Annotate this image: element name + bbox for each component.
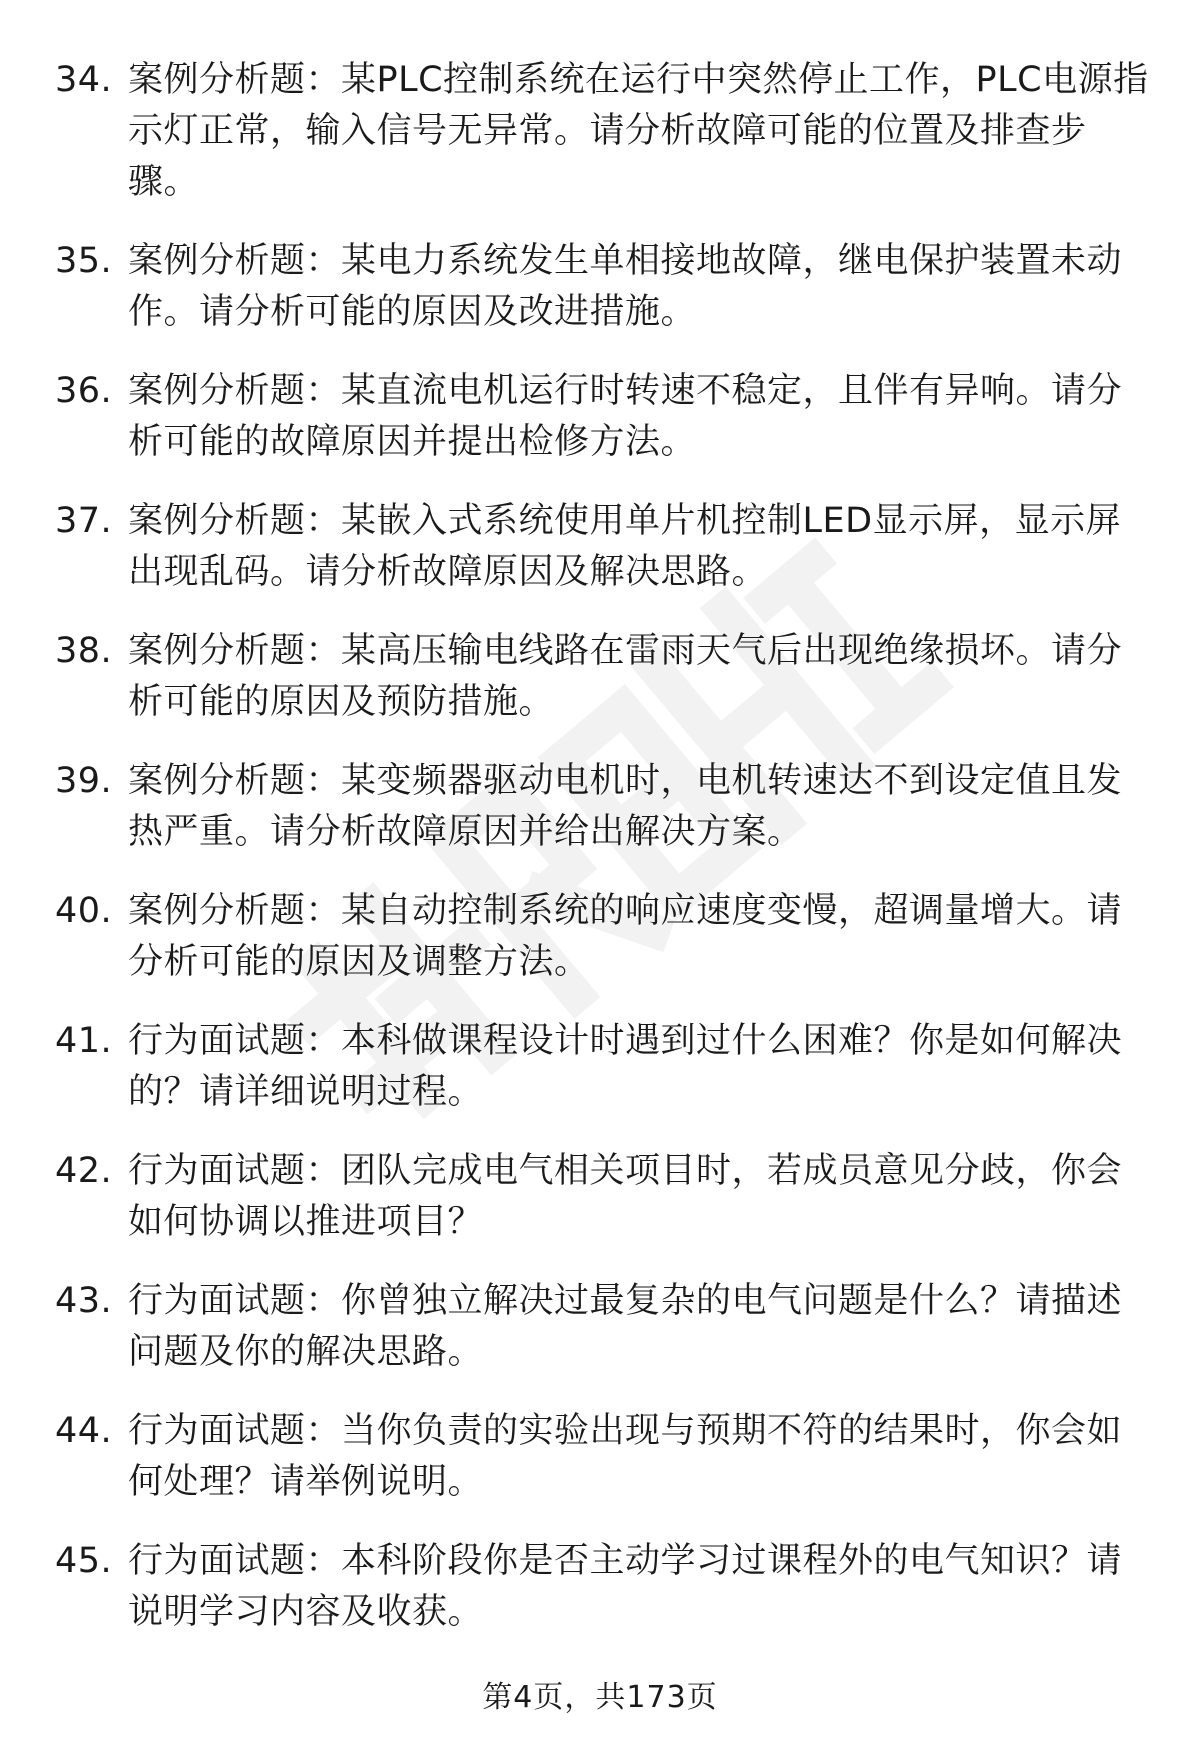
question-line: 析可能的原因及预防措施。	[128, 682, 555, 722]
question-line: 案例分析题：某电力系统发生单相接地故障，继电保护装置未动	[128, 241, 1123, 281]
question-item	[0, 1276, 1200, 1378]
question-item	[0, 886, 1200, 988]
question-item	[0, 1016, 1200, 1118]
question-line: 的？请详细说明过程。	[128, 1072, 484, 1112]
question-number: 41.	[55, 1021, 113, 1061]
question-line: 作。请分析可能的原因及改进措施。	[128, 292, 697, 332]
question-text	[128, 236, 1168, 338]
question-line: 行为面试题：本科做课程设计时遇到过什么困难？你是如何解决	[128, 1021, 1123, 1061]
question-item	[0, 1536, 1200, 1638]
question-item	[0, 1146, 1200, 1248]
question-item	[0, 756, 1200, 858]
question-line: 案例分析题：某自动控制系统的响应速度变慢，超调量增大。请	[128, 891, 1123, 931]
question-line: 行为面试题：团队完成电气相关项目时，若成员意见分歧，你会	[128, 1151, 1123, 1191]
question-line: 行为面试题：当你负责的实验出现与预期不符的结果时，你会如	[128, 1411, 1123, 1451]
question-text	[128, 626, 1168, 728]
question-line: 示灯正常，输入信号无异常。请分析故障可能的位置及排查步	[128, 111, 1087, 151]
question-text	[128, 756, 1168, 858]
question-number: 36.	[55, 371, 113, 411]
question-text	[128, 1406, 1168, 1508]
question-number: 34.	[55, 60, 113, 100]
question-text	[128, 1536, 1168, 1638]
question-line: 骤。	[128, 162, 200, 202]
question-text	[128, 886, 1168, 988]
question-item	[0, 496, 1200, 598]
question-line: 出现乱码。请分析故障原因及解决思路。	[128, 552, 768, 592]
question-line: 热严重。请分析故障原因并给出解决方案。	[128, 812, 803, 852]
question-number: 43.	[55, 1281, 113, 1321]
question-item	[0, 55, 1200, 208]
question-line: 案例分析题：某高压输电线路在雷雨天气后出现绝缘损坏。请分	[128, 631, 1123, 671]
question-list	[0, 55, 1200, 1638]
question-item	[0, 1406, 1200, 1508]
page-number-label: 第4页，共173页	[482, 1680, 718, 1715]
question-line: 案例分析题：某嵌入式系统使用单片机控制LED显示屏，显示屏	[128, 501, 1122, 541]
question-number: 39.	[55, 761, 113, 801]
question-number: 45.	[55, 1541, 113, 1581]
question-number: 44.	[55, 1411, 113, 1451]
question-number: 37.	[55, 501, 113, 541]
question-line: 案例分析题：某变频器驱动电机时，电机转速达不到设定值且发	[128, 761, 1123, 801]
question-line: 案例分析题：某直流电机运行时转速不稳定，且伴有异响。请分	[128, 371, 1123, 411]
question-text	[128, 1146, 1168, 1248]
question-text	[128, 55, 1168, 208]
question-item	[0, 626, 1200, 728]
question-line: 行为面试题：你曾独立解决过最复杂的电气问题是什么？请描述	[128, 1281, 1123, 1321]
question-item	[0, 236, 1200, 338]
question-number: 40.	[55, 891, 113, 931]
question-text	[128, 496, 1168, 598]
question-line: 行为面试题：本科阶段你是否主动学习过课程外的电气知识？请	[128, 1541, 1123, 1581]
question-line: 如何协调以推进项目？	[128, 1202, 484, 1242]
question-item	[0, 366, 1200, 468]
page-footer	[0, 1678, 1200, 1718]
question-text	[128, 1016, 1168, 1118]
question-line: 案例分析题：某PLC控制系统在运行中突然停止工作，PLC电源指	[128, 60, 1149, 100]
question-text	[128, 1276, 1168, 1378]
question-text	[128, 366, 1168, 468]
question-line: 何处理？请举例说明。	[128, 1462, 484, 1502]
question-line: 问题及你的解决思路。	[128, 1332, 484, 1372]
question-line: 分析可能的原因及调整方法。	[128, 942, 590, 982]
question-number: 42.	[55, 1151, 113, 1191]
question-line: 析可能的故障原因并提出检修方法。	[128, 422, 697, 462]
question-line: 说明学习内容及收获。	[128, 1592, 484, 1632]
question-number: 38.	[55, 631, 113, 671]
question-number: 35.	[55, 241, 113, 281]
